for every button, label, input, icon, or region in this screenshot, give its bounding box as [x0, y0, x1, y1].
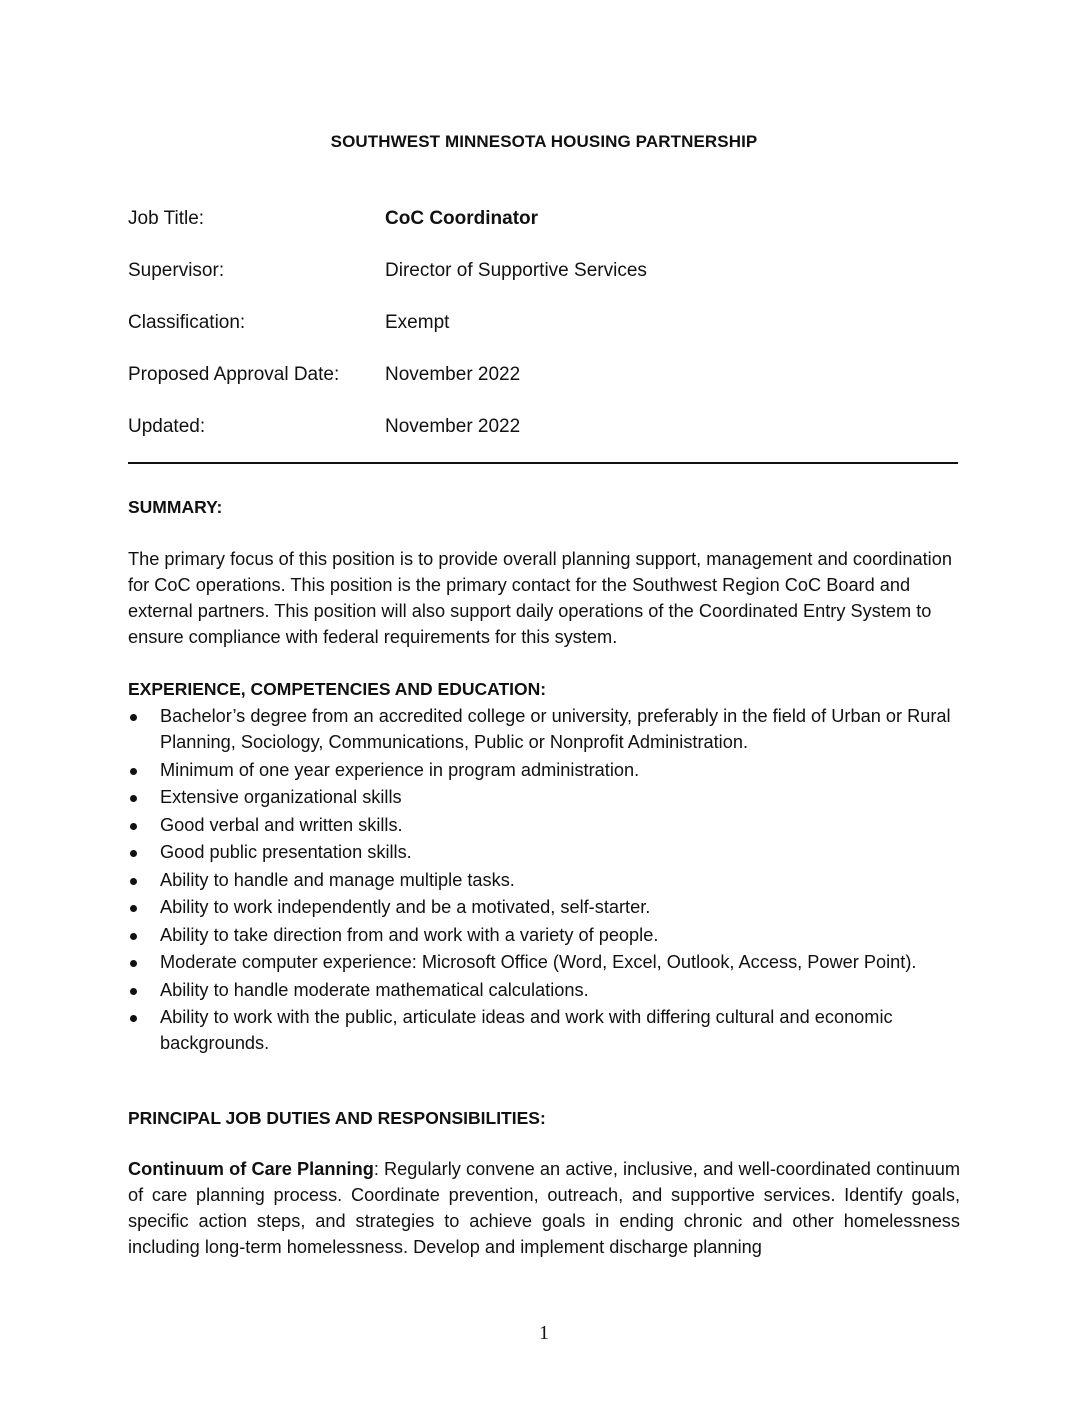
approval-date-row: [128, 364, 958, 388]
job-title-row: [128, 208, 958, 232]
supervisor-label: Supervisor:: [128, 260, 225, 281]
bullet-dot-icon: [130, 850, 137, 857]
list-item-text: Good public presentation skills.: [160, 842, 412, 862]
updated-row: [128, 416, 958, 440]
list-item-text: Ability to handle moderate mathematical calculations.: [160, 979, 589, 1000]
updated-label: Updated:: [128, 416, 206, 437]
page-number: 1: [539, 1322, 549, 1344]
list-item-text: Ability to work with the public, articulate ideas and work with differing cultural and economic backgrounds.: [160, 1007, 893, 1053]
supervisor-row: [128, 260, 958, 284]
list-item-text: Ability to take direction from and work with a variety of people.: [160, 924, 659, 945]
bullet-dot-icon: [130, 905, 137, 912]
list-item: [128, 949, 960, 975]
bullet-dot-icon: [130, 768, 137, 775]
list-item: [128, 867, 960, 893]
list-item: [128, 784, 960, 810]
classification-label: Classification:: [128, 312, 246, 333]
list-item: [128, 839, 960, 865]
list-item: [128, 977, 960, 1003]
approval-date-value: November 2022: [385, 364, 521, 385]
list-item-text: Minimum of one year experience in program administration.: [160, 759, 640, 780]
classification-value: Exempt: [385, 312, 450, 333]
bullet-dot-icon: [130, 988, 137, 995]
list-item: [128, 757, 960, 783]
list-item-text: Ability to handle and manage multiple tasks.: [160, 869, 515, 890]
bullet-dot-icon: [130, 960, 137, 967]
list-item: [128, 922, 960, 948]
approval-date-label: Proposed Approval Date:: [128, 364, 340, 385]
bullet-dot-icon: [130, 795, 137, 802]
bullet-dot-icon: [130, 878, 137, 885]
list-item-text: Moderate computer experience: Microsoft Office (Word, Excel, Outlook, Access, Power Point).: [160, 952, 917, 972]
supervisor-value: Director of Supportive Services: [385, 260, 647, 281]
bullet-dot-icon: [130, 823, 137, 830]
list-item: [128, 703, 960, 755]
summary-heading: SUMMARY:: [128, 497, 223, 517]
list-item: [128, 812, 960, 838]
duties-lead: Continuum of Care Planning: [128, 1159, 374, 1179]
job-title-label: Job Title:: [128, 208, 205, 229]
updated-value: November 2022: [385, 416, 521, 437]
experience-heading: EXPERIENCE, COMPETENCIES AND EDUCATION:: [128, 679, 547, 699]
list-item-text: Good verbal and written skills.: [160, 814, 403, 835]
list-item: [128, 894, 960, 920]
header-divider: [128, 462, 958, 464]
duties-heading: PRINCIPAL JOB DUTIES AND RESPONSIBILITIES:: [128, 1108, 546, 1128]
duties-text: : Regularly convene an active, inclusive, and well-coordinated continuum of care planning process. Coordinate prevention, outreach, and supportive services. Identify goals, specific action steps, and strategies to achieve goals in ending chronic and other homelessness including long-term homelessness. Develop and implement discharge planning: [128, 1159, 960, 1257]
duties-paragraph: [128, 1156, 960, 1260]
experience-list: [128, 703, 960, 1058]
classification-row: [128, 312, 958, 336]
list-item-text: Bachelor’s degree from an accredited college or university, preferably in the field of Urban or Rural Planning, Sociology, Communications, Public or Nonprofit Administration.: [160, 706, 951, 752]
bullet-dot-icon: [130, 1015, 137, 1022]
summary-text: The primary focus of this position is to provide overall planning support, management and coordination for CoC operations. This position is the primary contact for the Southwest Region CoC Board and external partners. This position will also support daily operations of the Coordinated Entry System to ensure compliance with federal requirements for this system.: [128, 549, 952, 647]
list-item-text: Ability to work independently and be a motivated, self-starter.: [160, 897, 651, 917]
bullet-dot-icon: [130, 714, 137, 721]
job-title-value: CoC Coordinator: [385, 208, 539, 229]
organization-heading: SOUTHWEST MINNESOTA HOUSING PARTNERSHIP: [330, 132, 758, 151]
list-item-text: Extensive organizational skills: [160, 787, 402, 807]
list-item: [128, 1004, 960, 1056]
bullet-dot-icon: [130, 933, 137, 940]
